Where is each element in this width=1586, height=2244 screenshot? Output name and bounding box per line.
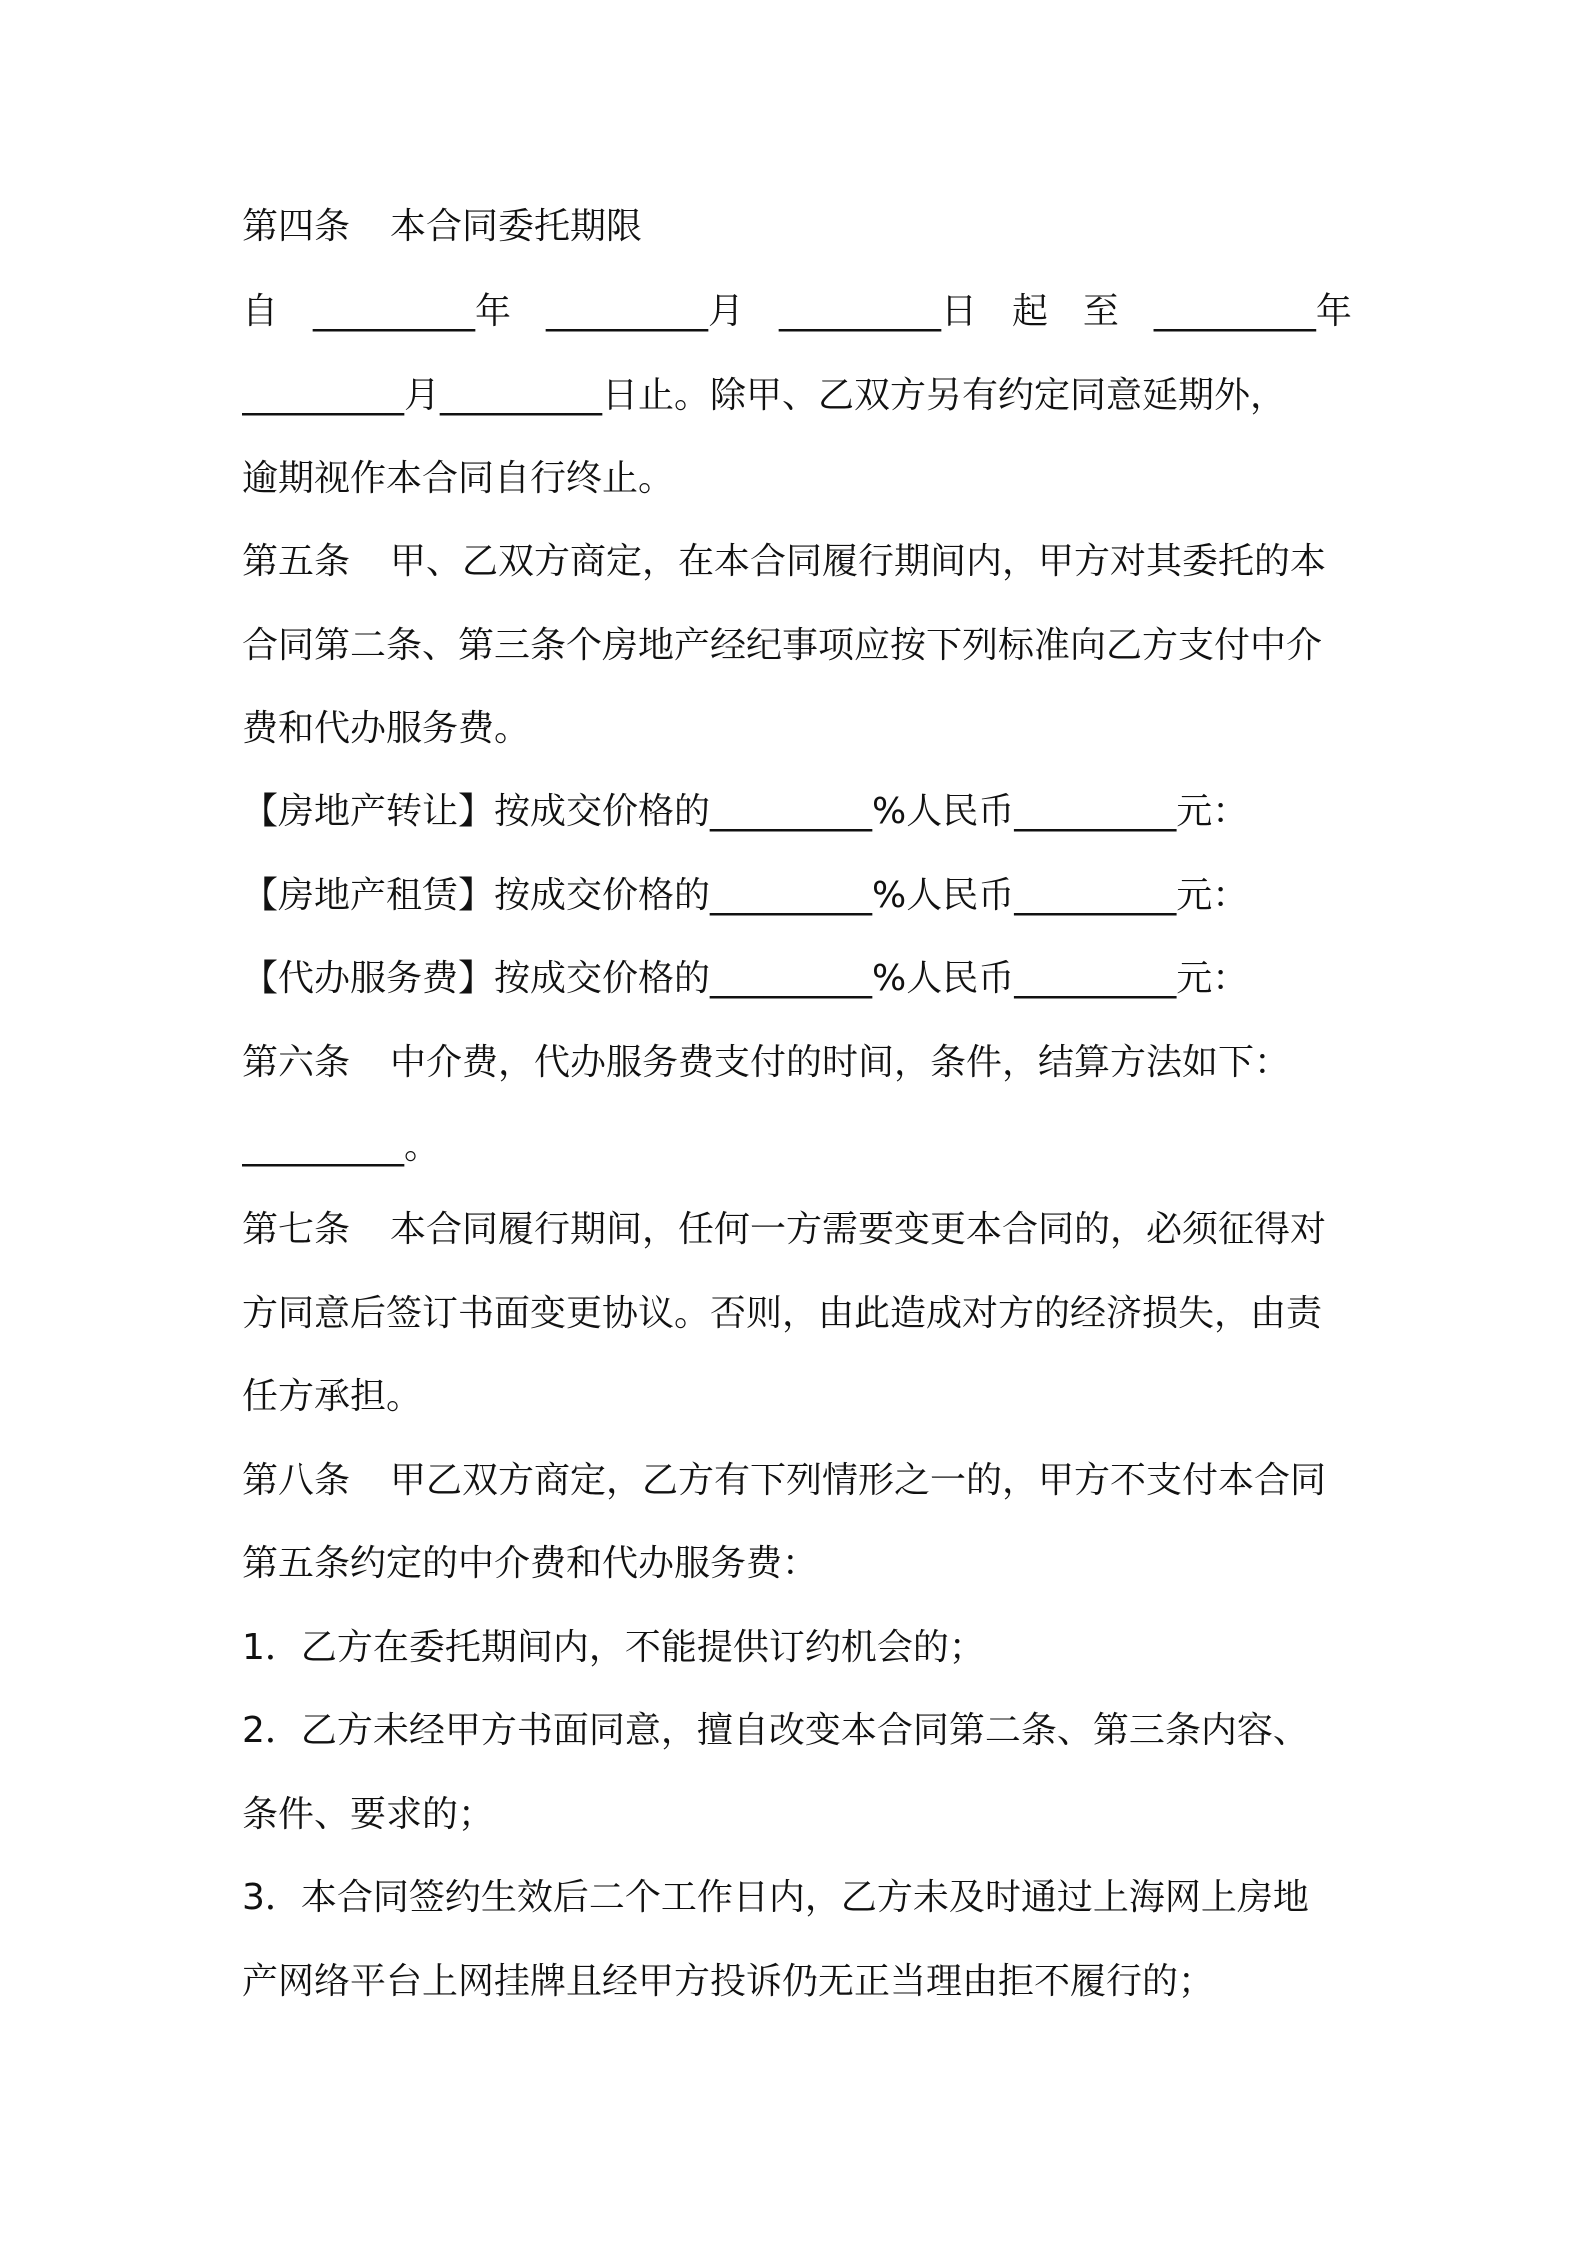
article-number: 第四条	[242, 206, 351, 247]
article-4-line-2: _________月_________日止。除甲、乙双方另有约定同意延期外，	[242, 375, 1287, 416]
start-month-blank: _________月	[545, 291, 744, 332]
start-day-blank: _________日	[778, 291, 977, 332]
article-8-item-2-line-2: 条件、要求的；	[242, 1794, 495, 1835]
article-5-line-2: 合同第二条、第三条个房地产经纪事项应按下列标准向乙方支付中介	[242, 625, 1323, 666]
fee-service-line: 【代办服务费】按成交价格的_________%人民币_________元：	[242, 958, 1249, 999]
article-6-line-1	[242, 1039, 1352, 1087]
article-text: 甲乙双方商定，乙方有下列情形之一的，甲方不支付本合同	[390, 1460, 1327, 1501]
article-4-date-range	[242, 288, 1352, 336]
article-number: 第五条	[242, 541, 351, 582]
article-8-line-2: 第五条约定的中介费和代办服务费：	[242, 1543, 819, 1584]
article-8-item-2-line-1: 2．乙方未经甲方书面同意，擅自改变本合同第二条、第三条内容、	[242, 1710, 1309, 1751]
article-number: 第七条	[242, 1209, 351, 1250]
date-start-label: 起	[1011, 291, 1048, 332]
article-7-line-3: 任方承担。	[242, 1376, 423, 1417]
article-8-item-1: 1．乙方在委托期间内，不能提供订约机会的；	[242, 1627, 985, 1668]
article-text: 中介费，代办服务费支付的时间，条件，结算方法如下：	[390, 1042, 1291, 1083]
fee-lease-line: 【房地产租赁】按成交价格的_________%人民币_________元：	[242, 875, 1249, 916]
article-8-line-1	[242, 1457, 1352, 1505]
article-text: 本合同履行期间，任何一方需要变更本合同的，必须征得对	[390, 1209, 1327, 1250]
article-title: 本合同委托期限	[390, 206, 643, 247]
article-5-line-1	[242, 538, 1352, 586]
start-year-blank: _________年	[312, 291, 511, 332]
article-4-heading	[242, 203, 1352, 251]
article-4-line-3: 逾期视作本合同自行终止。	[242, 458, 675, 499]
article-8-item-3-line-1: 3．本合同签约生效后二个工作日内，乙方未及时通过上海网上房地	[242, 1877, 1309, 1918]
fee-transfer-line: 【房地产转让】按成交价格的_________%人民币_________元：	[242, 791, 1249, 832]
article-number: 第六条	[242, 1042, 351, 1083]
article-7-line-2: 方同意后签订书面变更协议。否则，由此造成对方的经济损失，由责	[242, 1293, 1323, 1334]
article-7-line-1	[242, 1206, 1352, 1254]
article-text: 甲、乙双方商定，在本合同履行期间内，甲方对其委托的本	[390, 541, 1327, 582]
date-from-label: 自	[242, 291, 279, 332]
end-year-blank: _________年	[1153, 291, 1352, 332]
article-5-line-3: 费和代办服务费。	[242, 708, 531, 749]
article-number: 第八条	[242, 1460, 351, 1501]
article-6-line-2: _________。	[242, 1126, 441, 1167]
date-to-label: 至	[1082, 291, 1119, 332]
article-8-item-3-line-2: 产网络平台上网挂牌且经甲方投诉仍无正当理由拒不履行的；	[242, 1961, 1215, 2002]
